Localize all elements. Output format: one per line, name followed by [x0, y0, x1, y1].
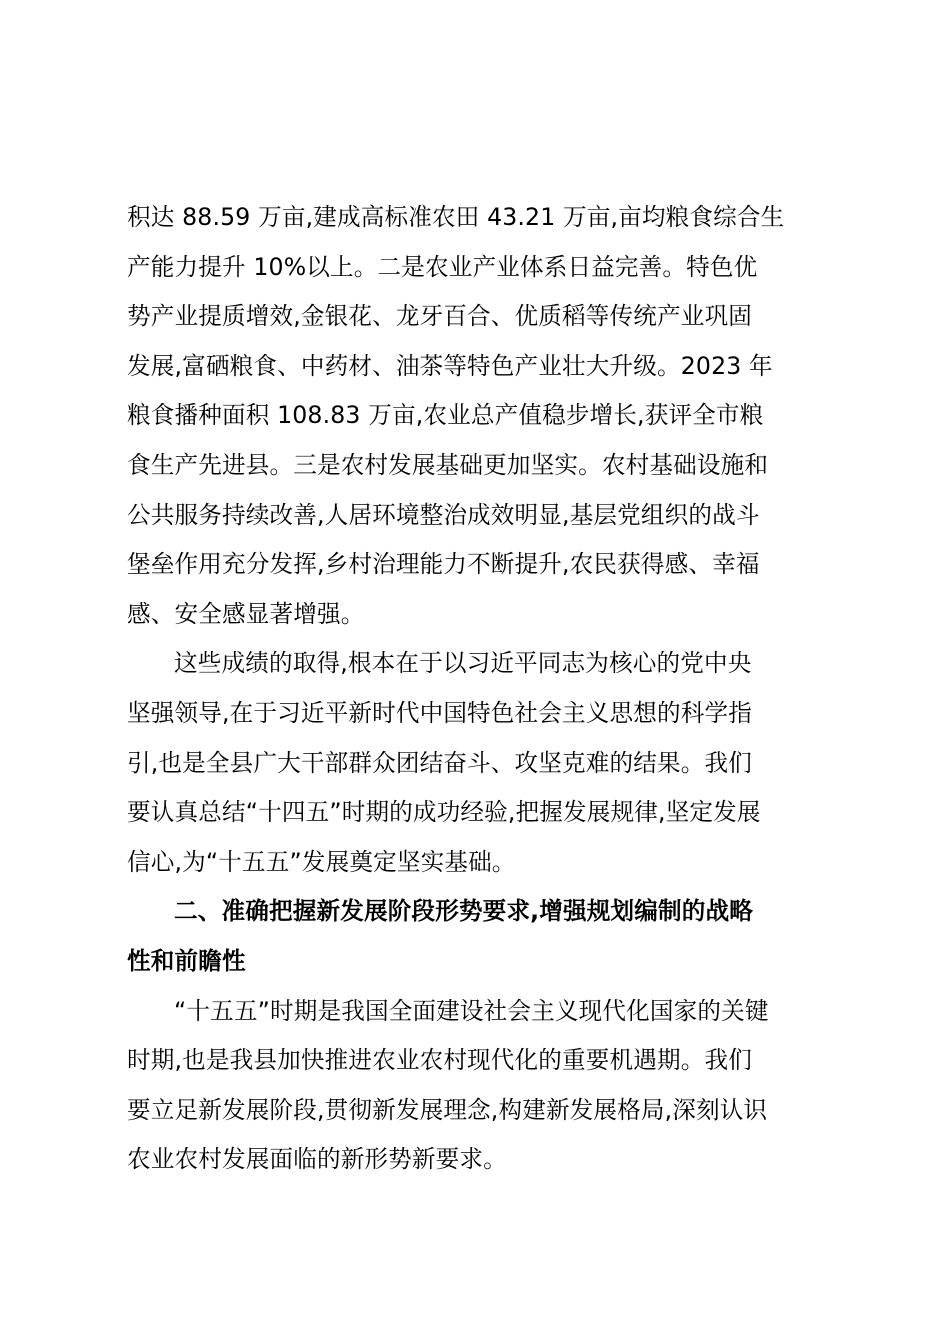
text-line: 坚强领导,在于习近平新时代中国特色社会主义思想的科学指 — [127, 698, 752, 727]
text-line: “十五五”时期是我国全面建设社会主义现代化国家的关键 — [174, 996, 769, 1025]
text-line: 信心,为“十五五”发展奠定坚实基础。 — [127, 847, 516, 876]
text-line: 积达 88.59 万亩,建成高标准农田 43.21 万亩,亩均粮食综合生 — [127, 203, 785, 231]
document-page — [127, 193, 827, 1185]
text-line: 粮食播种面积 108.83 万亩,农业总产值稳步增长,获评全市粮 — [127, 401, 764, 430]
text-line: 公共服务持续改善,人居环境整治成效明显,基层党组织的战斗 — [127, 500, 760, 529]
text-line: 要立足新发展阶段,贯彻新发展理念,构建新发展格局,深刻认识 — [127, 1095, 768, 1124]
text-line: 感、安全感显著增强。 — [127, 599, 365, 628]
heading-line: 二、准确把握新发展阶段形势要求,增强规划编制的战略 — [174, 897, 753, 926]
text-line: 要认真总结“十四五”时期的成功经验,把握发展规律,坚定发展 — [127, 798, 761, 827]
paragraph-summary — [127, 639, 827, 887]
text-line: 时期,也是我县加快推进农业农村现代化的重要机遇期。我们 — [127, 1046, 752, 1075]
text-line: 这些成绩的取得,根本在于以习近平同志为核心的党中央 — [174, 649, 752, 678]
section-heading — [127, 887, 827, 986]
text-line: 引,也是全县广大干部群众团结奋斗、攻坚克难的结果。我们 — [127, 748, 752, 777]
text-line: 堡垒作用充分发挥,乡村治理能力不断提升,农民获得感、幸福 — [127, 550, 760, 579]
paragraph-new-stage — [127, 987, 827, 1185]
text-line: 势产业提质增效,金银花、龙牙百合、优质稻等传统产业巩固 — [127, 302, 752, 331]
paragraph-achievements — [127, 193, 827, 639]
text-line: 农业农村发展面临的新形势新要求。 — [127, 1145, 507, 1174]
text-line: 发展,富硒粮食、中药材、油茶等特色产业壮大升级。2023 年 — [127, 351, 773, 380]
heading-line: 性和前瞻性 — [127, 946, 246, 975]
text-line: 食生产先进县。三是农村发展基础更加坚实。农村基础设施和 — [127, 450, 769, 479]
text-line: 产能力提升 10%以上。二是农业产业体系日益完善。特色优 — [127, 252, 758, 281]
